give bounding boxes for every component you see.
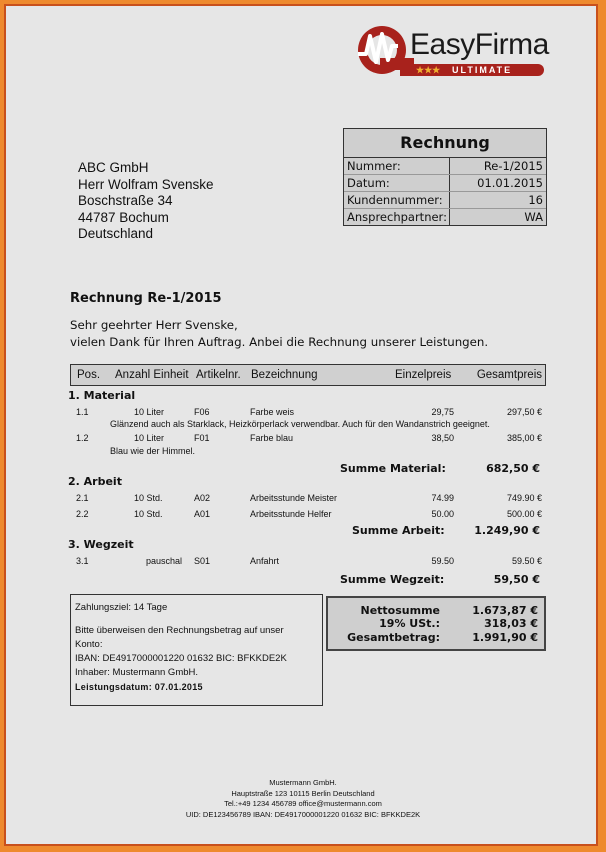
footer-line: Mustermann GmbH. [269,778,337,787]
cell-total-price: 59.50 € [511,556,542,566]
subtotal-label: Summe Material: [340,462,446,475]
address-line: Boschstraße 34 [78,193,173,208]
col-total-price: Gesamtpreis [476,369,542,381]
cell-total-price: 749.90 € [506,493,542,503]
info-label: Kundennummer: [344,192,450,208]
invoice-subject: Rechnung Re-1/2015 [70,291,222,306]
item-description: Glänzend auch als Starklack, Heizkörperlack verwendbar. Auch für den Wandanstrich geeignet. [110,419,490,429]
footer-line: UID: DE123456789 IBAN: DE4917000001220 01632 BIC: BFKKDE2K [185,809,421,819]
info-row-number [344,158,546,175]
address-line: Deutschland [78,226,154,241]
total-label: Gesamtbetrag: [347,631,440,644]
payment-instruction: Bitte überweisen den Rechnungsbetrag auf unser [75,625,284,636]
footer-line: Tel.:+49 1234 456789 office@mustermann.com [224,799,382,808]
total-value: 1.673,87 € [472,604,538,617]
cell-description: Farbe blau [250,433,294,443]
col-unit-price: Einzelpreis [395,369,452,381]
logo-edition-bar [400,64,544,76]
cell-pos: 1.1 [76,407,89,417]
logo-brand: EasyFirma [410,28,549,61]
invoice-info-title: Rechnung [344,129,546,158]
invoice-page [4,4,598,846]
info-value: WA [524,210,543,224]
account-owner: Inhaber: Mustermann GmbH. [75,667,199,678]
invoice-info-box [343,128,547,226]
cell-unit-price: 59.50 [431,556,454,566]
cell-article: F01 [194,433,210,443]
section-title: 2. Arbeit [68,475,122,488]
total-value: 318,03 € [484,617,538,630]
cell-article: F06 [194,407,210,417]
recipient-address [78,160,214,243]
cell-qty: 10 Liter [134,433,165,443]
info-label: Ansprechpartner: [344,209,450,225]
net-total-row [328,604,544,618]
subtotal-value: 1.249,90 € [474,524,540,537]
footer-line: Hauptstraße 123 10115 Berlin Deutschland [231,788,375,798]
cell-article: A01 [194,509,211,519]
subtotal-value: 682,50 € [486,462,540,475]
section-title: 1. Material [68,389,136,402]
salutation: Sehr geehrter Herr Svenske, [70,318,238,332]
info-label: Nummer: [344,158,450,174]
subtotal-label: Summe Arbeit: [352,524,445,537]
table-row [70,405,546,419]
total-label: Nettosumme [360,604,440,617]
payment-instruction: Konto: [75,639,103,650]
table-row [70,431,546,445]
payment-info-box [70,594,323,706]
total-label: 19% USt.: [379,617,440,630]
table-row [70,491,546,505]
cell-qty: 10 Std. [134,509,163,519]
info-value: 01.01.2015 [477,176,543,190]
cell-unit-price: 38,50 [431,433,454,443]
intro-line: vielen Dank für Ihren Auftrag. Anbei die Rechnung unserer Leistungen. [70,335,489,349]
subtotal-label: Summe Wegzeit: [340,573,445,586]
info-row-contact [344,209,546,225]
cell-pos: 2.1 [76,493,89,503]
info-label: Datum: [344,175,450,191]
intro-text [70,317,488,351]
service-date: Leistungsdatum: 07.01.2015 [75,682,203,692]
grand-total-row [328,631,544,645]
cell-description: Anfahrt [250,556,280,566]
table-row [70,507,546,521]
cell-article: A02 [194,493,211,503]
cell-unit-price: 74.99 [431,493,454,503]
col-pos: Pos. [77,369,101,381]
cell-qty: 10 Std. [134,493,163,503]
logo-edition: ULTIMATE [452,65,513,75]
subtotal-value: 59,50 € [493,573,540,586]
cell-description: Farbe weis [250,407,295,417]
cell-total-price: 297,50 € [506,407,542,417]
items-table-header [70,364,546,386]
company-footer [6,778,600,820]
cell-unit-price: 50.00 [431,509,454,519]
info-value: Re-1/2015 [483,159,543,173]
cell-qty: pauschal [146,556,183,566]
vat-row [328,617,544,631]
cell-pos: 3.1 [76,556,89,566]
cell-total-price: 385,00 € [506,433,542,443]
section-title: 3. Wegzeit [68,538,134,551]
address-line: 44787 Bochum [78,209,169,225]
cell-total-price: 500.00 € [506,509,542,519]
cell-description: Arbeitsstunde Helfer [250,509,332,519]
address-line: ABC GmbH [78,160,149,175]
cell-pos: 1.2 [76,433,89,443]
bank-details: IBAN: DE4917000001220 01632 BIC: BFKKDE2K [75,653,287,664]
cell-qty: 10 Liter [134,407,165,417]
table-row [70,554,546,568]
totals-box [326,596,546,651]
cell-article: S01 [194,556,211,566]
address-line: Herr Wolfram Svenske [78,176,214,192]
easyfirma-logo [354,24,550,82]
info-value: 16 [528,193,543,207]
col-article: Artikelnr. [196,369,241,381]
cell-unit-price: 29,75 [431,407,454,417]
star-icons: ★★★ [416,65,441,75]
payment-term: Zahlungsziel: 14 Tage [75,602,168,613]
cell-pos: 2.2 [76,509,89,519]
info-row-date [344,175,546,192]
item-description: Blau wie der Himmel. [110,446,196,456]
total-value: 1.991,90 € [472,631,538,644]
col-description: Bezeichnung [251,369,318,381]
cell-description: Arbeitsstunde Meister [250,493,338,503]
col-qty: Anzahl Einheit [115,369,189,381]
info-row-customer [344,192,546,209]
